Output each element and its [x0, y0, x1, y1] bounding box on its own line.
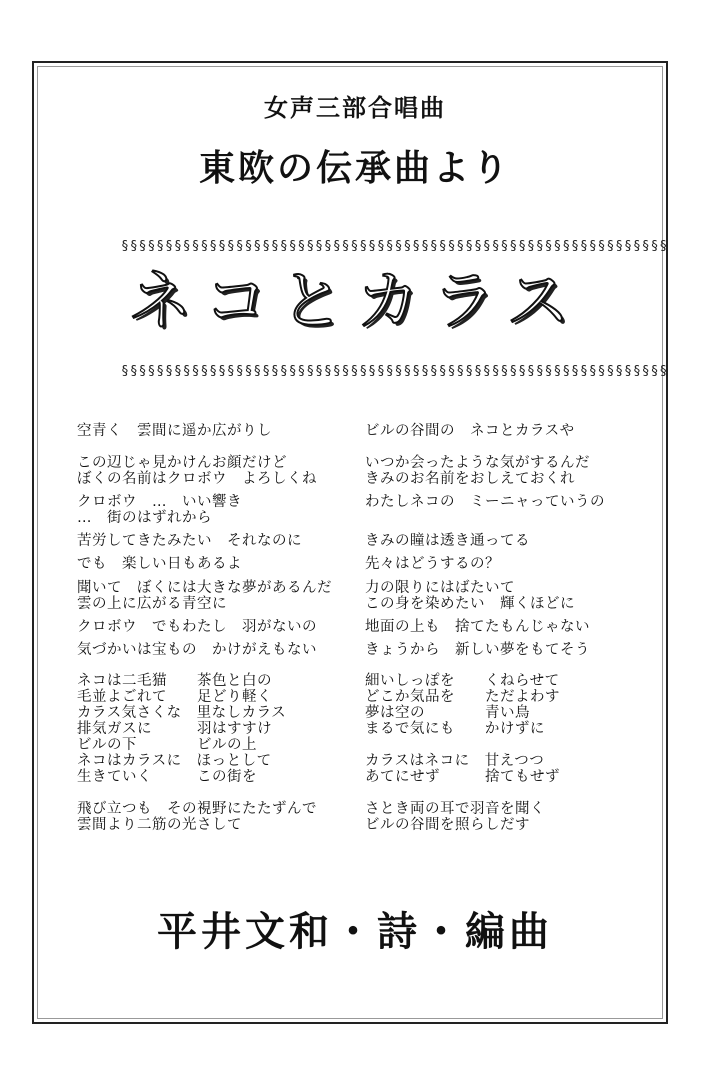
work-title: 東欧の伝承曲より [198, 147, 511, 189]
lyric-left-2: この辺じゃ見かけんお顔だけど ぼくの名前はクロボウ よろしくね [77, 455, 317, 487]
lyric-left-10: 飛び立つも その視野にたたずんで 雲間より二筋の光さして [77, 801, 317, 833]
ornament-top: §§§§§§§§§§§§§§§§§§§§§§§§§§§§§§§§§§§§§§§§§§§§§§§§§§§§§§§§§§§§§§ [121, 239, 669, 254]
lyric-left-3: クロボウ … いい響き … 街のはずれから [77, 494, 242, 526]
lyric-left-1: 空青く 雲間に遥か広がりし [77, 423, 272, 439]
lyric-right-2: いつか会ったような気がするんだ きみのお名前をおしえておくれ [365, 455, 590, 487]
lyric-right-8: きょうから 新しい夢をもてそう [365, 642, 590, 658]
lyric-right-9: 細いしっぽを くねらせて どこか気品を ただよわす 夢は空の 青い鳥 まるで気にも かけずに カラスはネコに 甘えつつ あてにせず 捨てもせず [365, 673, 560, 785]
lyric-right-3: わたしネコの ミーニャっていうの [365, 494, 605, 510]
ornament-bottom: §§§§§§§§§§§§§§§§§§§§§§§§§§§§§§§§§§§§§§§§§§§§§§§§§§§§§§§§§§§§§§ [121, 364, 669, 379]
credit-line: 平井文和・詩・編曲 [157, 908, 553, 955]
lyric-left-6: 聞いて ぼくには大きな夢があるんだ 雲の上に広がる青空に [77, 580, 332, 612]
lyric-left-5: でも 楽しい日もあるよ [77, 556, 242, 572]
lyric-right-10: さとき両の耳で羽音を聞く ビルの谷間を照らしだす [365, 801, 545, 833]
lyric-left-4: 苦労してきたみたい それなのに [77, 533, 302, 549]
lyric-left-8: 気づかいは宝もの かけがえもない [77, 642, 317, 658]
work-subtitle: 女声三部合唱曲 [264, 93, 446, 122]
lyric-right-7: 地面の上も 捨てたもんじゃない [365, 619, 590, 635]
lyric-right-6: 力の限りにはばたいて この身を染めたい 輝くほどに [365, 580, 575, 612]
lyric-right-5: 先々はどうするの？ [365, 556, 500, 572]
lyric-right-4: きみの瞳は透き通ってる [365, 533, 530, 549]
lyric-right-1: ビルの谷間の ネコとカラスや [365, 423, 575, 439]
lyric-left-7: クロボウ でもわたし 羽がないの [77, 619, 317, 635]
lyric-left-9: ネコは二毛猫 茶色と白の 毛並よごれて 足どり軽く カラス気さくな 里なしカラス 排気ガスに 羽はすすけ ビルの下 ビルの上 ネコはカラスに ほっとして 生きていく この街を [77, 673, 287, 785]
song-title: ネコとカラス [127, 265, 583, 339]
